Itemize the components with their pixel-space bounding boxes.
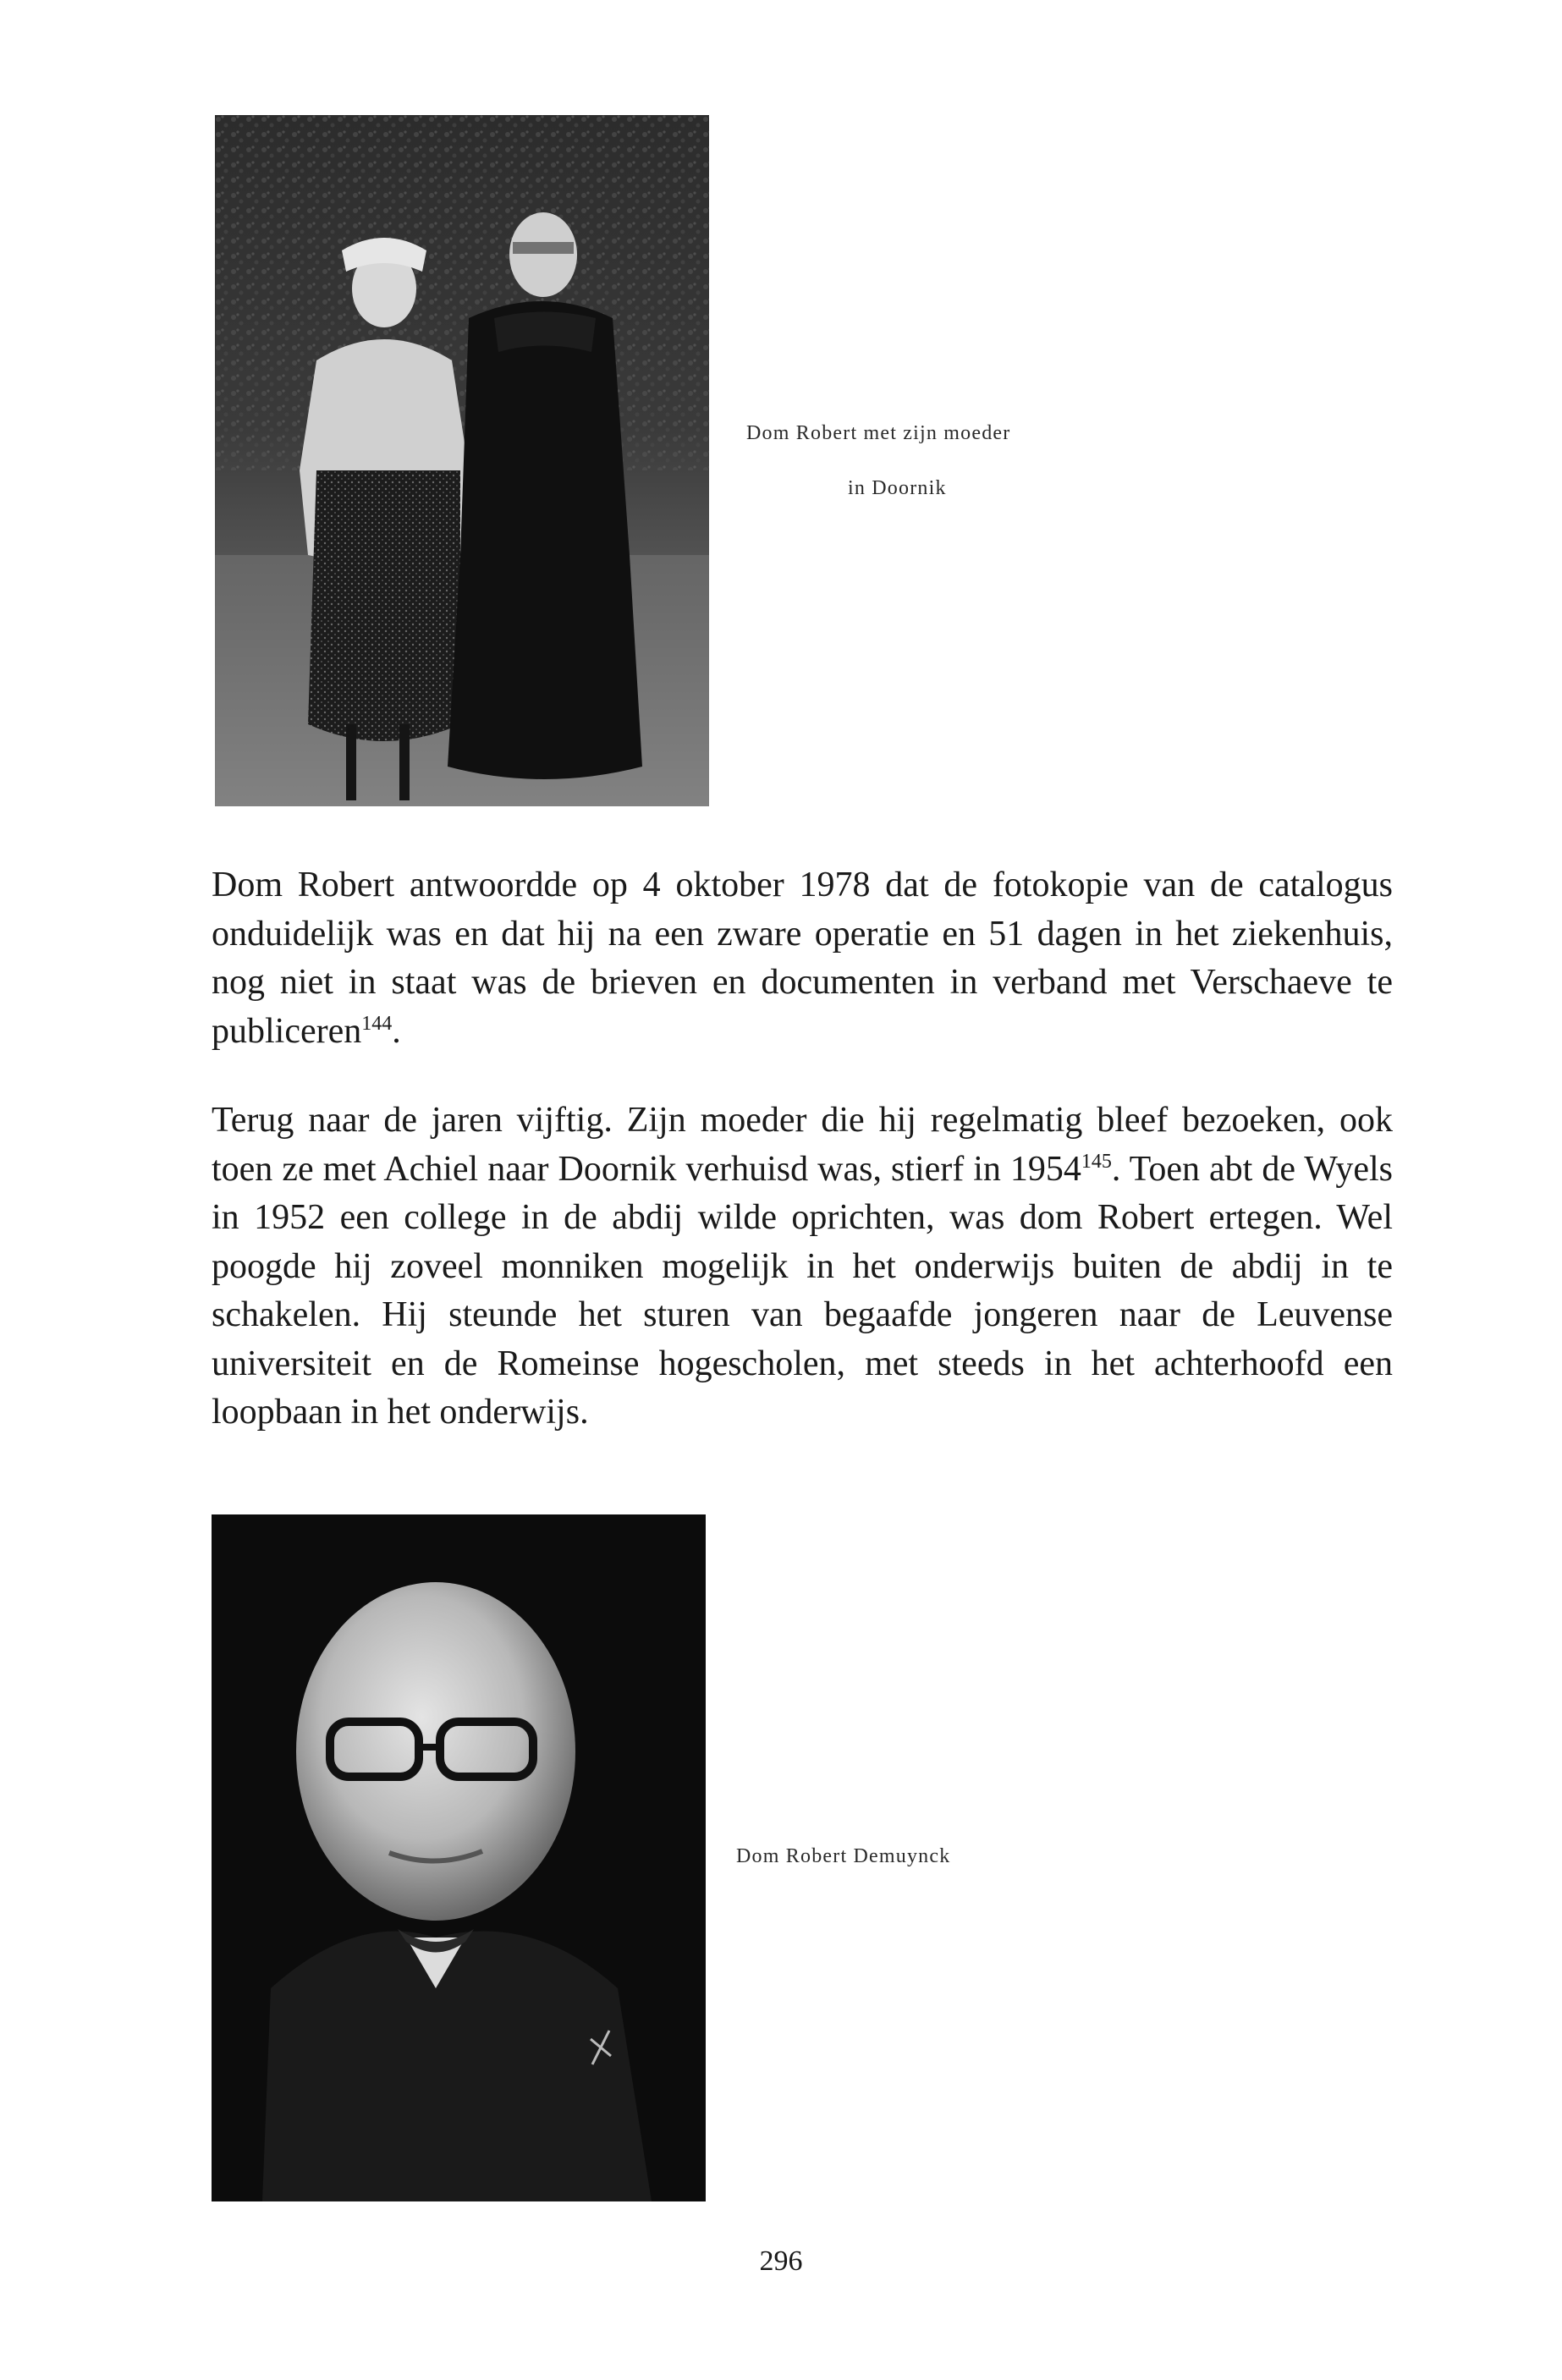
paragraph-end: . — [392, 1011, 401, 1051]
paragraph-text: Dom Robert antwoordde op 4 oktober 1978 dat de fotokopie van de catalogus onduidelijk was en dat hij na een zware operatie en 51 dagen in het ziekenhuis, nog niet in staat was de brieven en documenten in verband met Verschaeve te publiceren — [212, 866, 1393, 1051]
photo-caption-line2: in Doornik — [848, 477, 947, 499]
page-number: 296 — [759, 2245, 803, 2277]
body-paragraph-1 — [212, 861, 1393, 1056]
photo-illustration — [215, 115, 709, 806]
paragraph-text-a: Terug naar de jaren vijftig. Zijn moeder die hij regelmatig bleef bezoeken, ook toen ze met Achiel naar Doornik verhuisd was, stierf in 1954 — [212, 1101, 1393, 1189]
paragraph-text-b: . Toen abt de Wyels in 1952 een college in de abdij wilde oprichten, was dom Robert ertegen. Wel poogde hij zoveel monniken mogelijk in het onderwijs buiten de abdij in te schakelen. Hij steunde het sturen van begaafde jongeren naar de Leuvense universiteit en de Romeinse hogescholen, met steeds in het achterhoofd een loopbaan in het onderwijs. — [212, 1149, 1394, 1432]
portrait-illustration — [212, 1514, 706, 2201]
mother-and-monk-photo — [215, 115, 709, 806]
footnote-ref-144: 144 — [361, 1012, 393, 1035]
portrait-caption: Dom Robert Demuynck — [736, 1845, 951, 1867]
photo-caption-line1: Dom Robert met zijn moeder — [746, 422, 1011, 444]
portrait-photo — [212, 1514, 706, 2201]
body-paragraph-2 — [212, 1097, 1393, 1437]
footnote-ref-145: 145 — [1081, 1150, 1112, 1173]
